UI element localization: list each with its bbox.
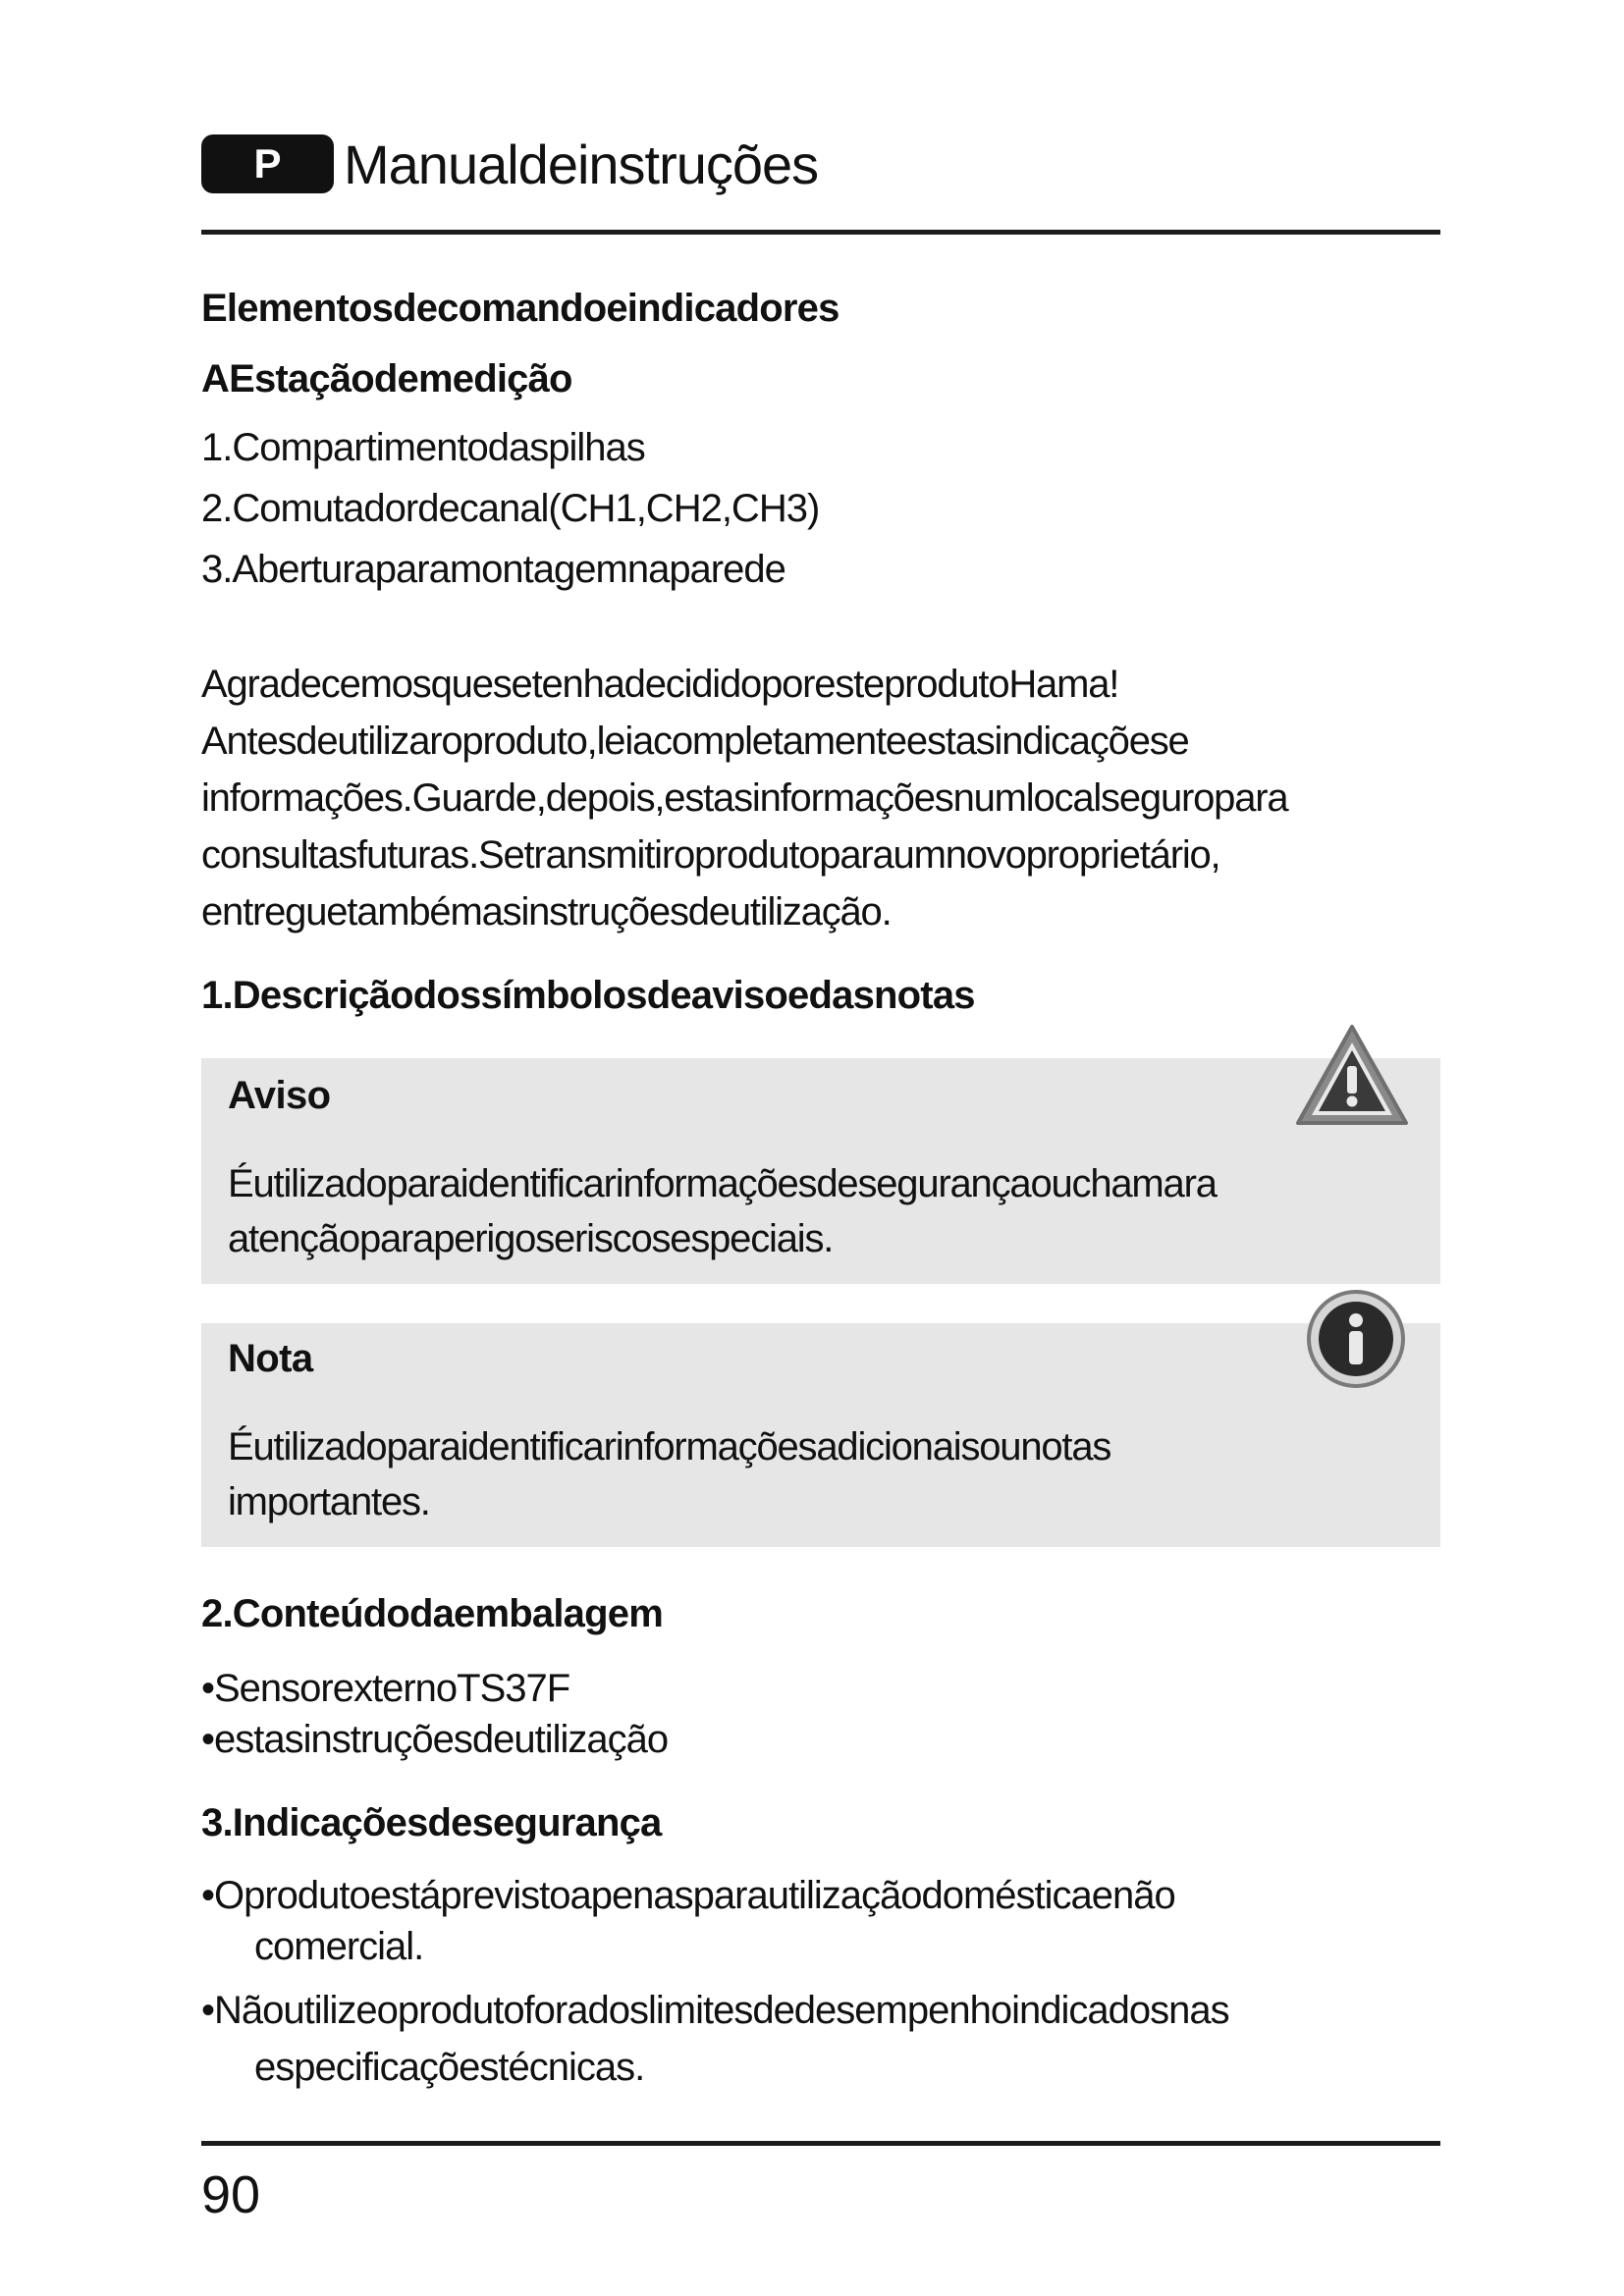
warning-text	[228, 1156, 1288, 1266]
safety-list	[201, 1870, 1440, 2096]
list-item: 1.Compartimentodaspilhas	[201, 426, 645, 469]
warning-line: Éutilizadoparaidentificarinformaçõesdesegurançaouchamara	[228, 1162, 1217, 1205]
page-number: 90	[201, 2165, 261, 2224]
controls-subheading: AEstaçãodemedição	[201, 357, 572, 400]
list-item: •estasinstruçõesdeutilização	[201, 1718, 669, 1761]
intro-line: consultasfuturas.Setransmitiroprodutoparaumnovoproprietário,	[201, 833, 1220, 877]
intro-line: Antesdeutilizaroproduto,leiacompletamenteestasindicaçõese	[201, 720, 1189, 763]
document-title: Manualdeinstruções	[344, 133, 819, 195]
list-item: 3.Aberturaparamontagemnaparede	[201, 548, 785, 591]
controls-section	[201, 285, 1440, 332]
intro-line: AgradecemosquesetenhadecididoporesteprodutoHama!	[201, 663, 1119, 706]
footer-divider	[201, 2141, 1440, 2146]
bullet-first-line: •Oprodutoestáprevistoapenasparautilizaçãodomésticaenão	[201, 1874, 1175, 1917]
page-header	[201, 130, 818, 198]
bullet-first-line: •Nãoutilizeoprodutoforadoslimitesdedesempenhoindicadosnas	[201, 1989, 1229, 2032]
list-item: •SensorexternoTS37F	[201, 1667, 570, 1710]
warning-triangle-icon	[1294, 1023, 1410, 1129]
note-box	[201, 1323, 1440, 1547]
intro-line: informações.Guarde,depois,estasinformaçõesnumlocalseguropara	[201, 776, 1288, 820]
controls-heading: Elementosdecomandoeindicadores	[201, 287, 839, 330]
warning-line: atençãoparaperigoseriscosespeciais.	[228, 1217, 834, 1260]
intro-paragraph	[201, 656, 1440, 940]
section1-heading: 1.Descriçãodossímbolosdeavisoedasnotas	[201, 974, 975, 1017]
list-item	[201, 1870, 1440, 1972]
bullet-continuation: comercial.	[254, 1925, 424, 1968]
warning-box	[201, 1058, 1440, 1284]
list-item: 2.Comutadordecanal(CH1,CH2,CH3)	[201, 487, 820, 530]
package-contents-list	[201, 1663, 1440, 1765]
section3	[201, 1799, 1440, 1846]
note-line: Éutilizadoparaidentificarinformaçõesadicionaisounotas	[228, 1425, 1111, 1468]
controls-subsection	[201, 355, 1440, 402]
bullet-continuation: especificaçõestécnicas.	[254, 2046, 645, 2089]
list-item	[201, 1982, 1440, 2096]
controls-list	[201, 417, 1440, 600]
note-title: Nota	[228, 1337, 313, 1380]
header-divider	[201, 230, 1440, 235]
note-line: importantes.	[228, 1480, 430, 1523]
language-badge: P	[201, 134, 334, 193]
warning-title: Aviso	[228, 1074, 331, 1117]
note-text	[228, 1419, 1288, 1529]
intro-line: entreguetambémasinstruçõesdeutilização.	[201, 890, 892, 934]
section2	[201, 1590, 1440, 1637]
info-circle-icon	[1306, 1289, 1406, 1389]
section1	[201, 972, 1440, 1019]
section2-heading: 2.Conteúdodaembalagem	[201, 1592, 663, 1635]
section3-heading: 3.Indicaçõesdesegurança	[201, 1801, 662, 1844]
